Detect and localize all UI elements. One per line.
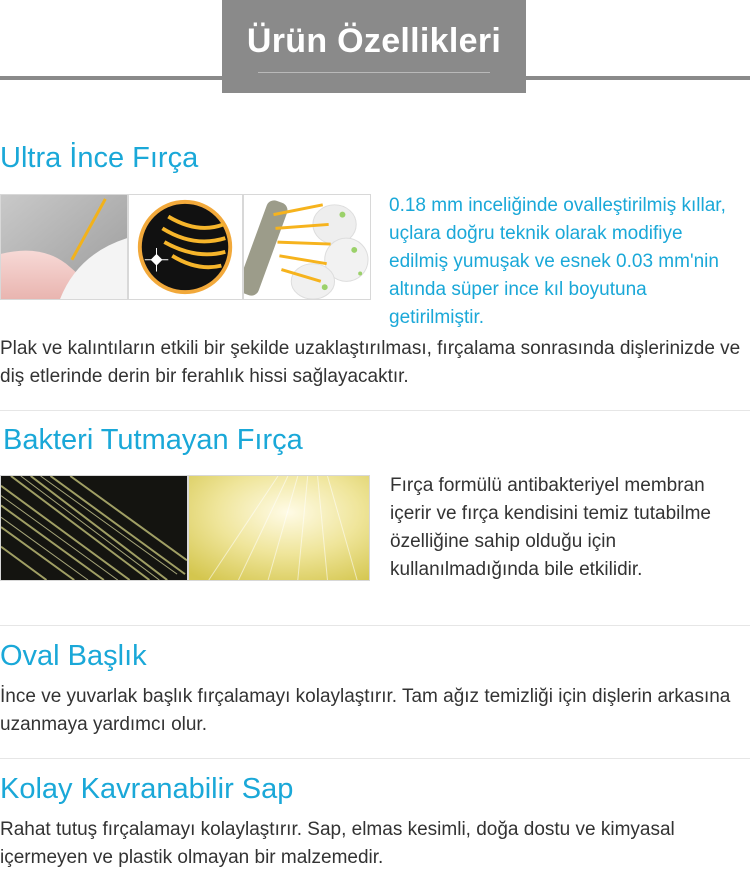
bristle-closeup-image	[128, 194, 243, 300]
antibacterial-description: Fırça formülü antibakteriyel membran içerir ve fırça kendisini temiz tutabilme özelliğine sahip olduğu için kullanılmadığında bile etkilidir.	[390, 475, 711, 580]
ultra-thin-description: 0.18 mm inceliğinde ovalleştirilmiş kıllar, uçlara doğru teknik olarak modifiye edilmiş yumuşak ve esnek 0.03 mm'nin altında süper ince kıl boyutuna getirilmiştir.	[389, 195, 726, 328]
oval-head-body: İnce ve yuvarlak başlık fırçalamayı kolaylaştırır. Tam ağız temizliği için dişlerin arkasına uzanmaya yardımcı olur.	[0, 686, 731, 735]
header-line-left	[0, 76, 222, 80]
divider-2	[0, 625, 750, 626]
divider-3	[0, 758, 750, 759]
section-title-antibacterial-brush: Bakteri Tutmayan Fırça	[3, 424, 303, 456]
easy-grip-body: Rahat tutuş fırçalamayı kolaylaştırır. Sap, elmas kesimli, doğa dostu ve kimyasal içermeyen ve plastik olmayan bir malzemedir.	[0, 819, 675, 868]
bristle-macro-dark-image	[0, 475, 188, 581]
ultra-thin-body: Plak ve kalıntıların etkili bir şekilde uzaklaştırılması, fırçalama sonrasında dişlerinizde ve diş etlerinde derin bir ferahlık hissi sağlayacaktır.	[0, 338, 741, 387]
header-banner	[222, 0, 526, 93]
header-underline	[258, 72, 490, 73]
bristle-macro-yellow-image	[188, 475, 370, 581]
section-title-ultra-thin-brush: Ultra İnce Fırça	[0, 142, 199, 174]
header-line-right	[526, 76, 750, 80]
divider-1	[0, 410, 750, 411]
section-title-oval-head: Oval Başlık	[0, 640, 147, 672]
section-title-easy-grip-handle: Kolay Kavranabilir Sap	[0, 773, 294, 805]
page-title: Ürün Özellikleri	[246, 22, 502, 60]
brush-on-teeth-image	[243, 194, 371, 300]
bristle-tip-image	[0, 194, 128, 300]
